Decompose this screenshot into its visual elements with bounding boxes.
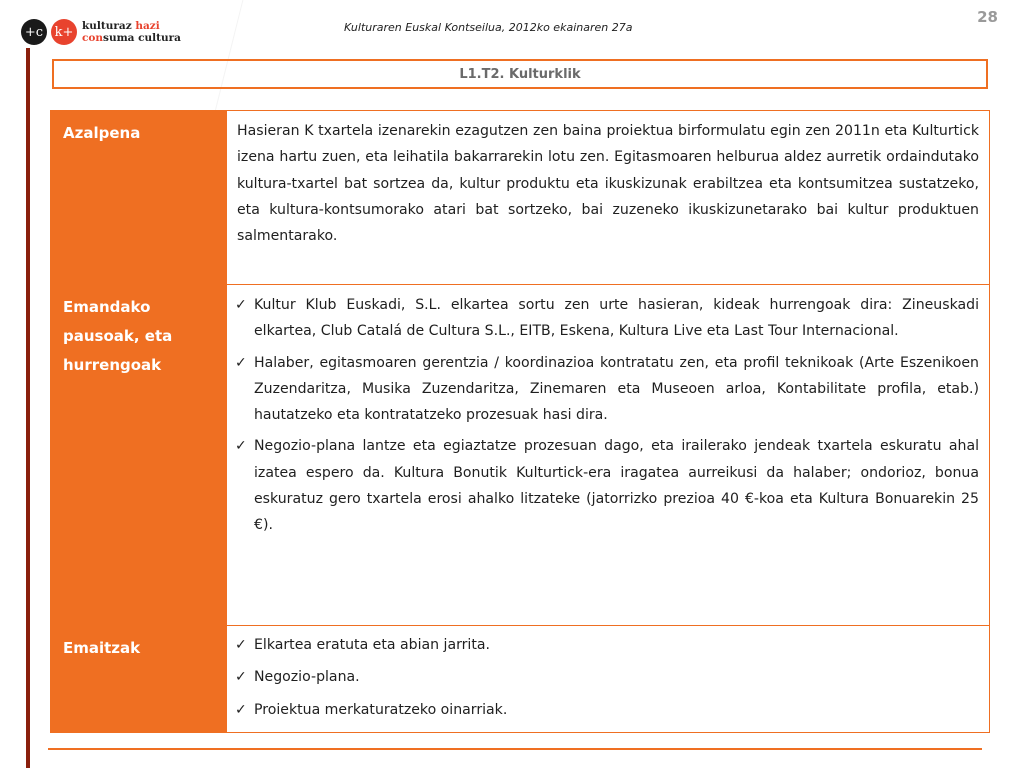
list-item-text: Elkartea eratuta eta abian jarrita. bbox=[254, 637, 490, 653]
page-number: 28 bbox=[977, 8, 998, 26]
logo-text-1b: hazi bbox=[135, 20, 160, 32]
list-item bbox=[235, 697, 979, 723]
table-row-azalpena bbox=[51, 111, 989, 285]
table-row-steps bbox=[51, 285, 989, 626]
row-label: Azalpena bbox=[51, 111, 226, 284]
logo-circle-black: +c bbox=[21, 19, 47, 45]
logo bbox=[21, 15, 181, 49]
logo-text bbox=[82, 20, 181, 44]
section-title: L1.T2. Kulturklik bbox=[459, 66, 581, 82]
left-vertical-rule bbox=[26, 48, 30, 768]
content-table bbox=[50, 110, 990, 733]
list-item bbox=[235, 664, 979, 690]
list-item bbox=[235, 292, 979, 345]
list-item bbox=[235, 632, 979, 658]
header-title: Kulturaren Euskal Kontseilua, 2012ko ekainaren 27a bbox=[344, 21, 633, 34]
check-icon: ✓ bbox=[235, 637, 247, 653]
list-item bbox=[235, 350, 979, 429]
section-title-box bbox=[52, 59, 988, 89]
check-icon: ✓ bbox=[235, 669, 247, 686]
bottom-horizontal-rule bbox=[48, 748, 982, 750]
check-icon: ✓ bbox=[235, 354, 247, 371]
list-item bbox=[235, 433, 979, 538]
list-item-text: Proiektua merkaturatzeko oinarriak. bbox=[254, 701, 508, 718]
row-label: Emaitzak bbox=[51, 626, 226, 732]
logo-text-2b: suma cultura bbox=[103, 32, 181, 44]
steps-list bbox=[235, 292, 979, 539]
check-icon: ✓ bbox=[235, 297, 247, 313]
results-list bbox=[235, 632, 979, 723]
row-content bbox=[226, 285, 989, 625]
logo-circle-red: k+ bbox=[51, 19, 77, 45]
list-item-text: Kultur Klub Euskadi, S.L. elkartea sortu zen urte hasieran, kideak hurrengoak dira: Zineuskadi elkartea, Club Catalá de Cultura S.L., EITB, Eskena, Kultura Live eta Last Tour Internacional. bbox=[254, 297, 979, 340]
row-description: Hasieran K txartela izenarekin ezagutzen zen baina proiektua birformulatu egin zen 2011n eta Kulturtick izena hartu zuen, eta leihatila bakarrarekin lotu zen. Egitasmoaren helburua aldez aurretik ordaindutako kultura-txartel bat sortzea da, kultur produktu eta ikuskizunak erabiltzea eta kontsumitzea sustatzeko, eta kultura-kontsumorako atari bat sortzeko, bai zuzeneko ikuskizunetarako bai kultur produktuen salmentarako. bbox=[226, 111, 989, 284]
list-item-text: Negozio-plana lantze eta egiaztatze prozesuan dago, eta irailerako jendeak txartela eskuratu ahal izatea espero da. Kultura Bonutik Kulturtick-era iragatea aurreikusi da halaber; ondorioz, bonua eskuratuz gero txartela erosi ahalko litzateke (jatorrizko prezioa 40 €-koa eta Kultura Bonuarekin 25 €). bbox=[254, 438, 979, 534]
row-label: Emandako pausoak, eta hurrengoak bbox=[51, 285, 226, 625]
list-item-text: Negozio-plana. bbox=[254, 669, 360, 686]
check-icon: ✓ bbox=[235, 438, 247, 455]
list-item-text: Halaber, egitasmoaren gerentzia / koordinazioa kontratatu zen, eta profil teknikoak (Arte Eszenikoen Zuzendaritza, Musika Zuzendaritza, Zinemaren eta Museoen arloa, Kontabilitate profila, etab.) hautatzeko eta kontratatzeko prozesuak hasi dira. bbox=[254, 354, 979, 424]
logo-text-2a: con bbox=[82, 32, 104, 44]
logo-text-1a: kulturaz bbox=[82, 20, 136, 32]
check-icon: ✓ bbox=[235, 701, 247, 718]
table-row-results bbox=[51, 626, 989, 732]
row-content bbox=[226, 626, 989, 732]
